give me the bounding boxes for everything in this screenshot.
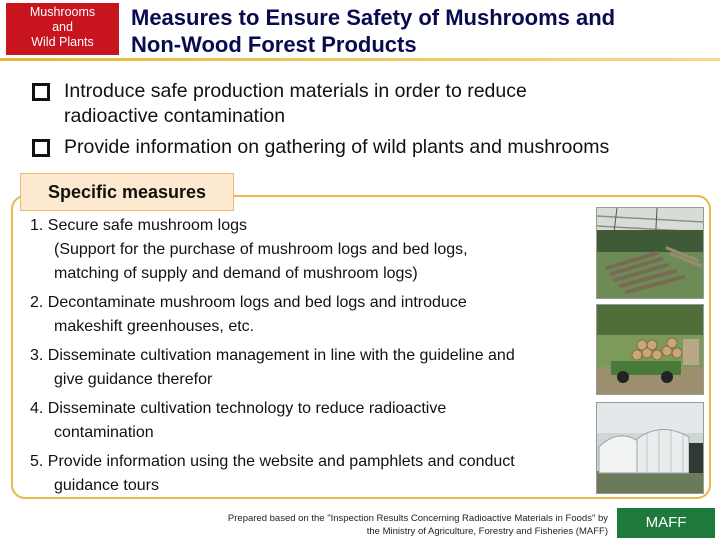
source-note-line1: Prepared based on the "Inspection Results Concerning Radioactive Materials in Foods" by [227,513,608,524]
measure-item [30,291,595,339]
log-cart-photo [596,304,704,395]
mushroom-logs-photo [596,207,704,299]
maff-logo: MAFF [617,508,715,538]
bullet-text-line2: radioactive contamination [64,105,286,127]
measure-title: 3. Disseminate cultivation management in line with the guideline and [30,347,515,364]
measure-detail: makeshift greenhouses, etc. [54,318,255,335]
bullet-text-line1: Introduce safe production materials in order to reduce [64,80,527,102]
category-tag-line1: Mushrooms [29,5,96,19]
checkbox-bullet-icon [32,139,50,157]
measure-detail: (Support for the purchase of mushroom logs and bed logs, [54,241,468,258]
measure-title: 2. Decontaminate mushroom logs and bed logs and introduce [30,294,467,311]
category-tag-line2: and [52,20,73,34]
source-note-line2: the Ministry of Agriculture, Forestry and Fisheries (MAFF) [366,526,608,537]
bullet-list [30,79,700,166]
title-divider [0,58,720,61]
bullet-item [30,79,700,129]
bullet-text-line1: Provide information on gathering of wild plants and mushrooms [64,136,610,158]
measure-detail: guidance tours [54,477,159,494]
greenhouse-photo [596,402,704,494]
measure-title: 4. Disseminate cultivation technology to reduce radioactive [30,400,447,417]
category-tag-line3: Wild Plants [31,35,94,49]
page-title-line1: Measures to Ensure Safety of Mushrooms and [131,5,616,30]
measure-item [30,344,595,392]
measures-list [30,214,595,503]
measure-title: 5. Provide information using the website and pamphlets and conduct [30,453,515,470]
page-title-line2: Non-Wood Forest Products [131,32,417,57]
measure-item [30,397,595,445]
measure-detail: matching of supply and demand of mushroom logs) [54,265,418,282]
measure-title: 1. Secure safe mushroom logs [30,217,247,234]
category-tag [6,3,119,55]
measure-detail: give guidance therefor [54,371,213,388]
measure-item [30,214,595,286]
source-note [228,512,608,538]
section-label: Specific measures [20,173,234,211]
page-title [131,4,716,58]
measure-item [30,450,595,498]
measure-detail: contamination [54,424,154,441]
checkbox-bullet-icon [32,83,50,101]
bullet-item [30,135,700,160]
